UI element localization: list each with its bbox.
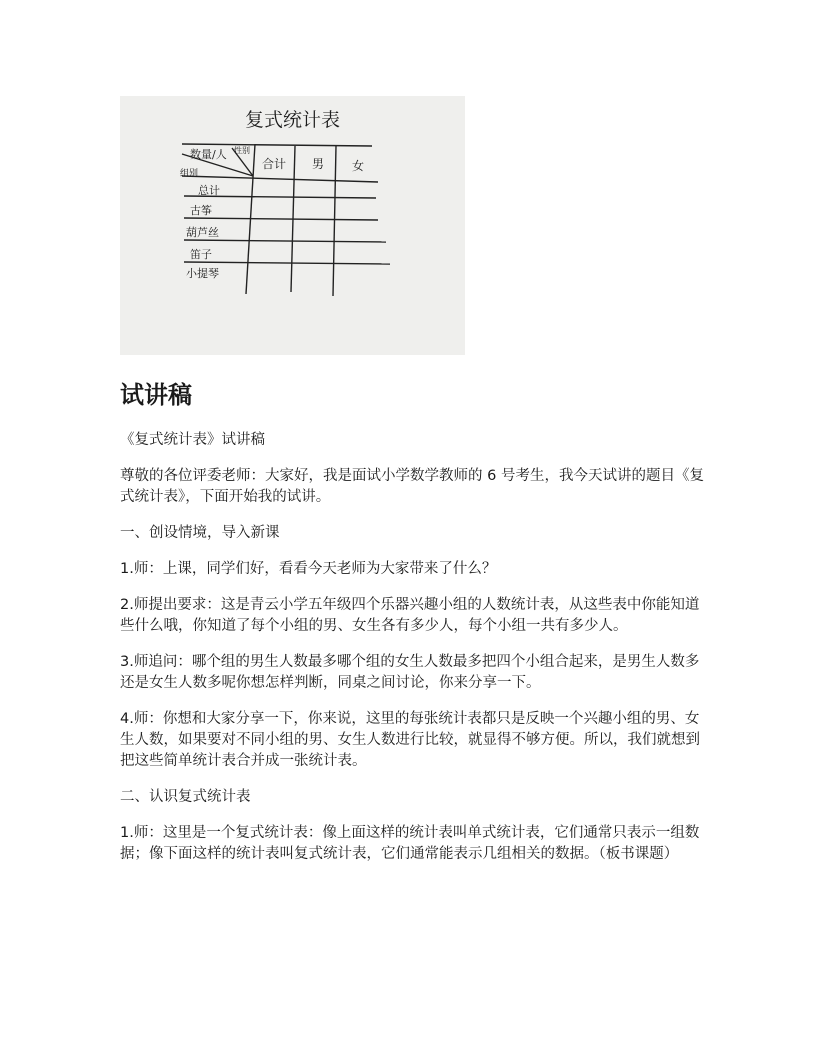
corner-right-label: 性别 [234, 146, 250, 155]
column-header-female: 女 [352, 159, 365, 173]
row-label-hulusi: 葫芦丝 [186, 226, 219, 239]
paragraph-step-4: 4.师：你想和大家分享一下，你来说，这里的每张统计表都只是反映一个兴趣小组的男、女生人数，如果要对不同小组的男、女生人数进行比较，就显得不够方便。所以，我们就想到把这些简单统计表合并成一张统计表。 [120, 711, 700, 769]
section-heading-2: 二、认识复式统计表 [120, 789, 251, 805]
handwritten-table-photo [120, 96, 465, 355]
figure-title: 复式统计表 [245, 109, 341, 131]
column-header-male: 男 [312, 157, 325, 171]
row-label-guzheng: 古筝 [190, 204, 212, 217]
page-heading: 试讲稿 [120, 381, 192, 409]
corner-bottom-label: 组别 [180, 169, 199, 179]
document-body [120, 430, 710, 880]
paragraph-subtitle: 《复式统计表》试讲稿 [120, 432, 265, 448]
paragraph-step-2: 2.师提出要求：这是青云小学五年级四个乐器兴趣小组的人数统计表，从这些表中你能知道些什么哦，你知道了每个小组的男、女生各有多少人，每个小组一共有多少人。 [120, 597, 700, 634]
paragraph-step-3: 3.师追问：哪个组的男生人数最多哪个组的女生人数最多把四个小组合起来，是男生人数多还是女生人数多呢你想怎样判断，同桌之间讨论，你来分享一下。 [120, 654, 700, 691]
paragraph-greeting: 尊敬的各位评委老师：大家好，我是面试小学数学教师的 6 号考生，我今天试讲的题目《复式统计表》，下面开始我的试讲。 [120, 468, 704, 505]
column-header-total: 合计 [262, 157, 287, 171]
row-label-violin: 小提琴 [186, 267, 219, 280]
paragraph-step-1: 1.师：上课，同学们好，看看今天老师为大家带来了什么？ [120, 561, 497, 577]
corner-top-label: 数量/人 [190, 148, 227, 161]
paragraph-section2-step-1: 1.师：这里是一个复式统计表：像上面这样的统计表叫单式统计表，它们通常只表示一组数据；像下面这样的统计表叫复式统计表，它们通常能表示几组相关的数据。（板书课题） [120, 825, 700, 862]
row-label-total: 总计 [198, 184, 220, 197]
row-label-dizi: 笛子 [190, 248, 212, 261]
section-heading-1: 一、创设情境，导入新课 [120, 525, 280, 541]
handwritten-table-drawing [120, 96, 465, 355]
